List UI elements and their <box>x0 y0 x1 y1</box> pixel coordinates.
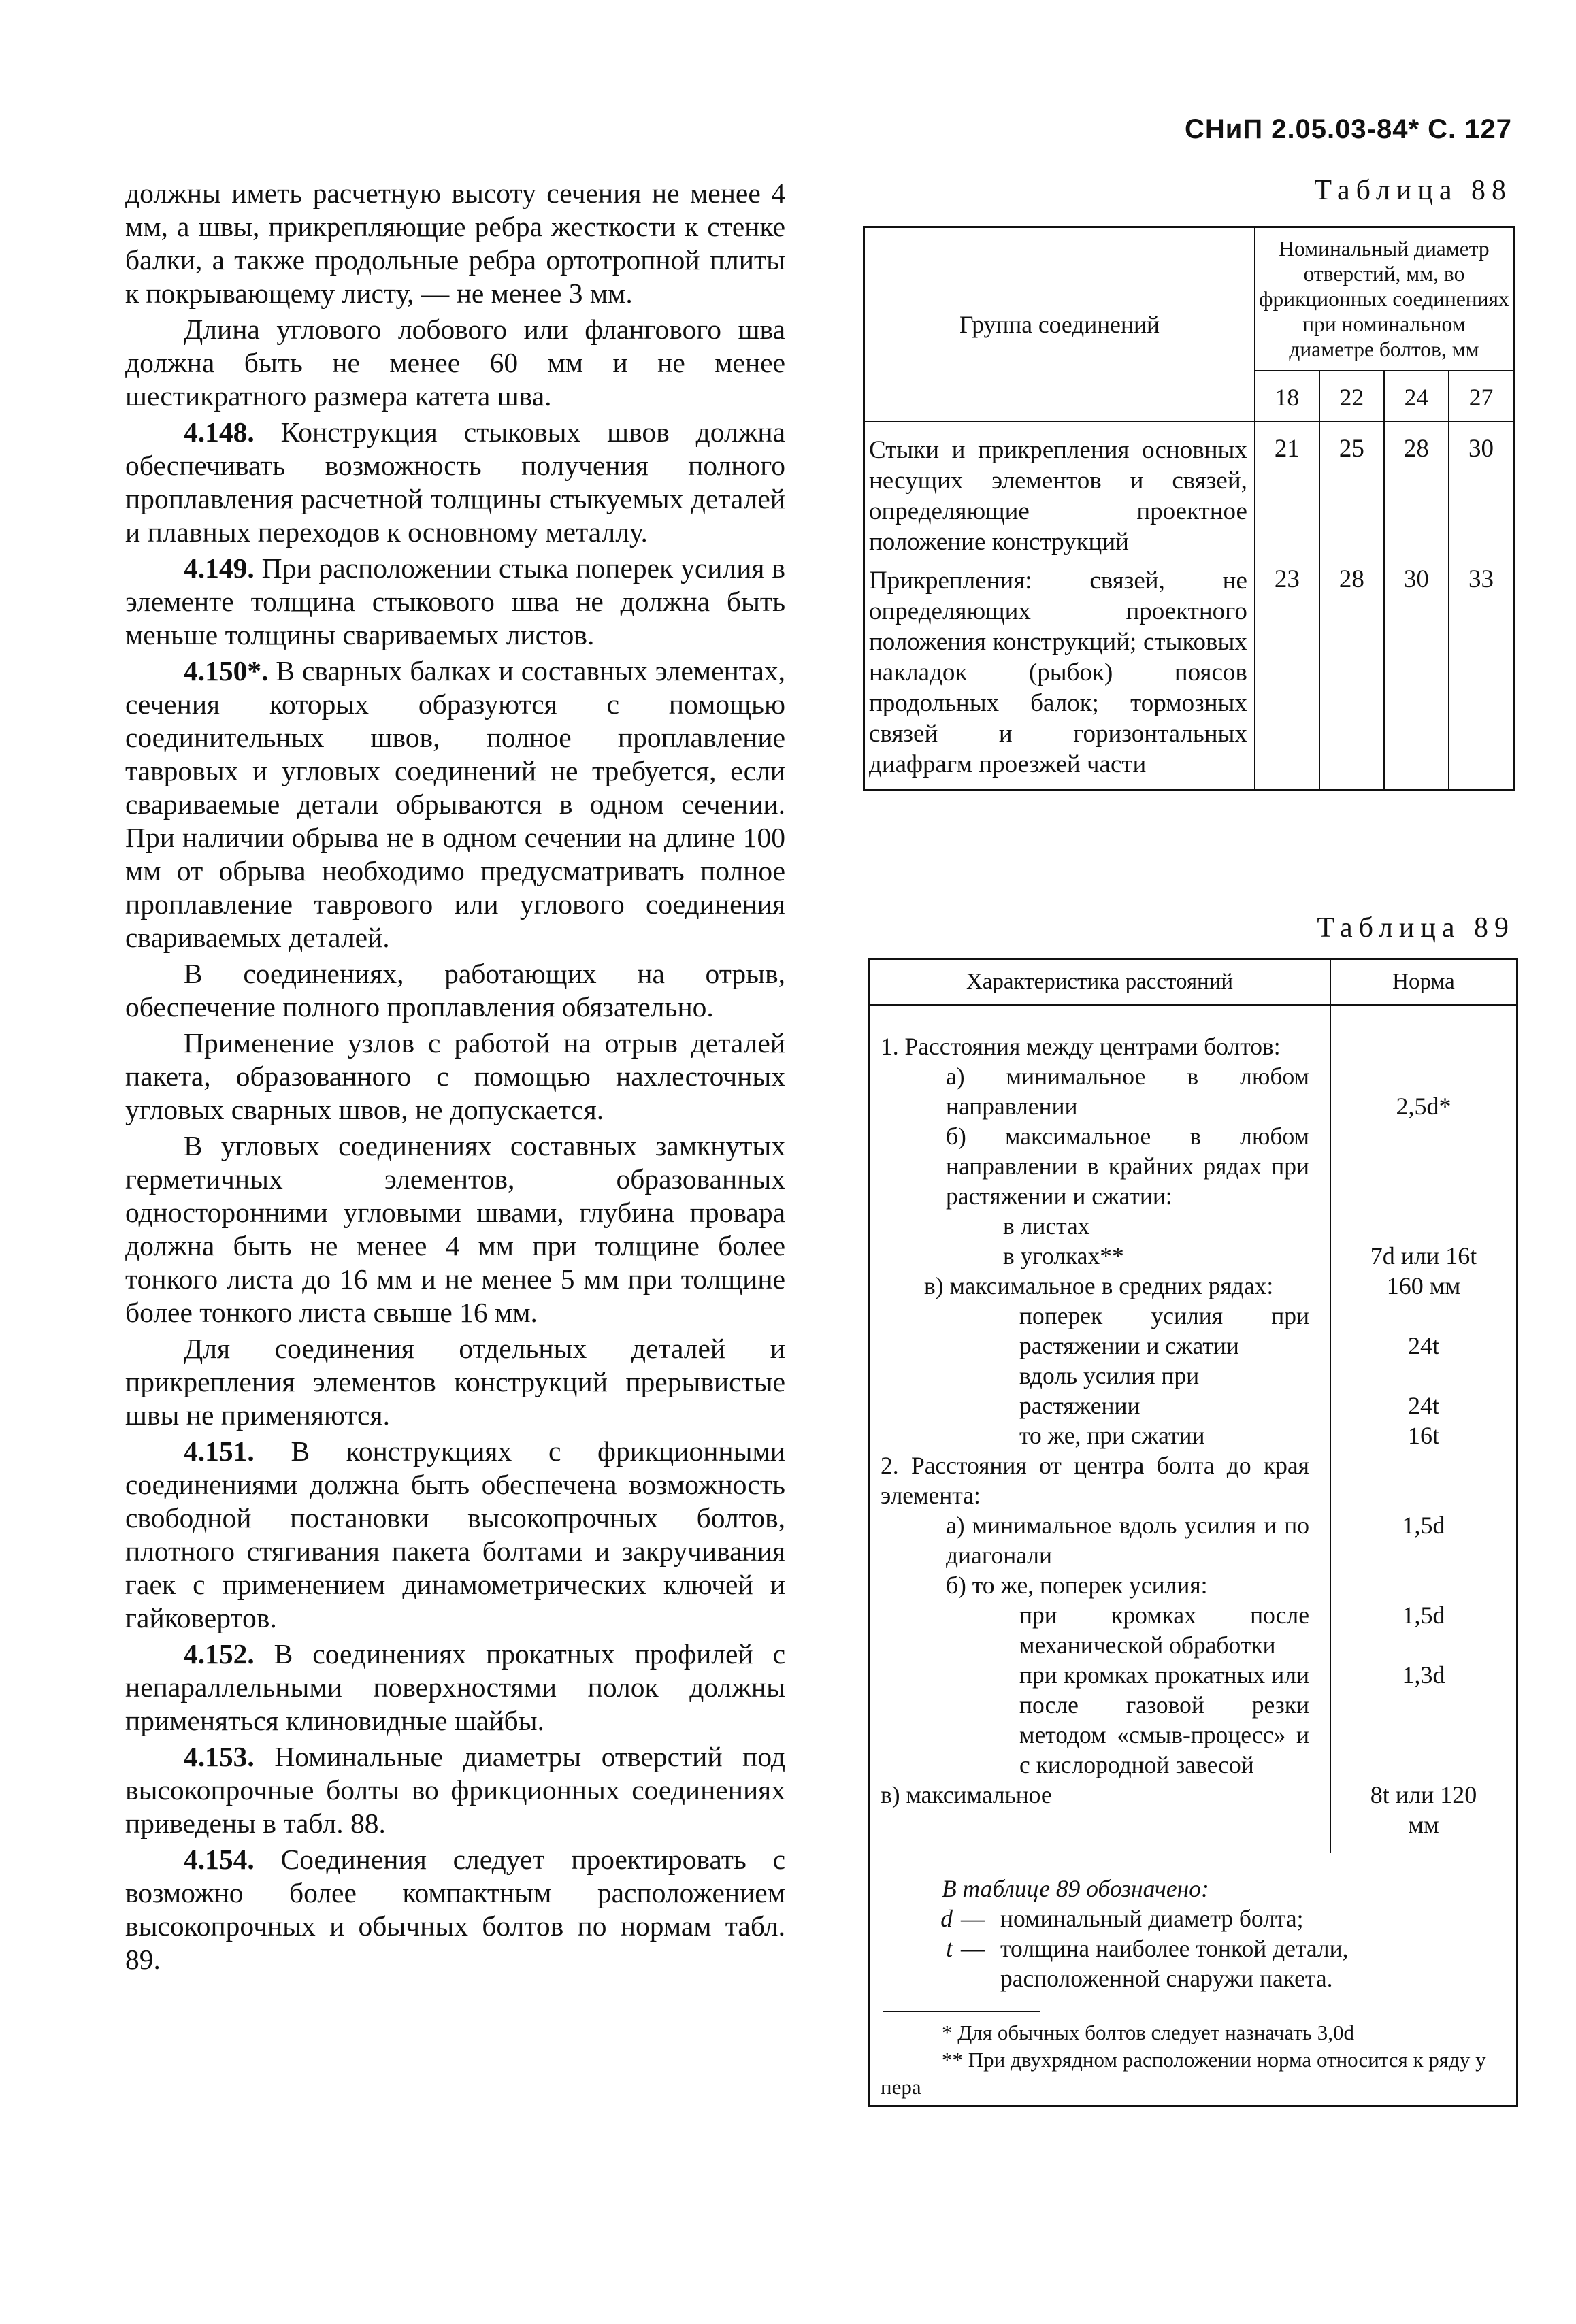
footnote-1: * Для обычных болтов следует назначать 3,0d <box>942 2021 1355 2044</box>
list-item: 2. Расстояния от центра болта до края элемента: <box>881 1452 1309 1509</box>
table-89 <box>868 958 1518 2107</box>
table-88-header-group: Группа соединений <box>864 227 1255 422</box>
table-88-value-cell: 33 <box>1449 561 1514 791</box>
paragraph: В соединениях, работающих на отрыв, обеспечение полного проплавления обязательно. <box>125 958 785 1023</box>
list-item: в листах <box>1003 1212 1090 1240</box>
note-dash: — <box>961 1905 985 1932</box>
paragraph: В угловых соединениях составных замкнутых герметичных элементов, образованных односторонними угловыми швами, глубина провара должна быть не менее 4 мм при толщине более тонкого листа до 16 мм и не менее 5 мм при толщине более тонкого листа свыше 16 мм. <box>125 1130 785 1328</box>
table-88-value-cell: 28 <box>1384 422 1449 561</box>
table-row <box>864 422 1514 561</box>
note-symbol: d <box>940 1905 953 1932</box>
table-88-value-cell: 28 <box>1319 561 1384 791</box>
paragraph-4-149: 4.149. При расположении стыка поперек усилия в элементе толщина стыкового шва не должна быть меньше толщины свариваемых листов. <box>125 552 785 650</box>
table-88-diameter-cell: 18 <box>1255 371 1319 422</box>
clause-number: 4.154. <box>184 1844 255 1875</box>
norm-value: 24t <box>1407 1392 1439 1419</box>
clause-number: 4.151. <box>184 1435 255 1467</box>
left-column <box>125 177 785 1979</box>
note-symbol: t <box>946 1935 953 1962</box>
table-88 <box>863 226 1515 791</box>
clause-number: 4.150*. <box>184 655 269 686</box>
footnote-2: ** При двухрядном расположении норма относится к ряду у пера <box>881 2048 1486 2099</box>
notes-title: В таблице 89 обозначено: <box>942 1875 1209 1902</box>
list-item: а) минимальное вдоль усилия и по диагонали <box>946 1512 1309 1569</box>
note-text: толщина наиболее тонкой детали, расположенной снаружи пакета. <box>1000 1935 1349 1992</box>
table-88-header-diameter: Номинальный диаметр отверстий, мм, во фрикционных соединениях при номинальном диаметре болтов, мм <box>1255 227 1514 371</box>
footnote-divider <box>883 2011 1040 2012</box>
list-item: то же, при сжатии <box>1019 1422 1205 1449</box>
paragraph-4-152: 4.152. В соединениях прокатных профилей с непараллельными поверхностями полок должны применяться клиновидные шайбы. <box>125 1638 785 1736</box>
note-row <box>881 1904 1505 1933</box>
table-89-header-characteristic: Характеристика расстояний <box>869 959 1331 1006</box>
paragraph-4-151: 4.151. В конструкциях с фрикционными соединениями должна быть обеспечена возможность свободной постановки высокопрочных болтов, плотного стягивания пакета болтами и закручивания гаек с применением динамометрических ключей и гайковертов. <box>125 1435 785 1633</box>
paragraph-4-150: 4.150*. В сварных балках и составных элементах, сечения которых образуются с помощью соединительных швов, полное проплавление тавровых и угловых соединений не требуется, если свариваемые детали обрываются в одном сечении. При наличии обрыва не в одном сечении на длине 100 мм от обрыва необходимо предусматривать полное проплавление таврового или углового соединения свариваемых деталей. <box>125 655 785 953</box>
table-89-norms <box>1330 1005 1517 1853</box>
table-88-value-cell: 30 <box>1449 422 1514 561</box>
note-row <box>881 1933 1505 1993</box>
table-88-diameter-cell: 24 <box>1384 371 1449 422</box>
table-88-value-cell: 30 <box>1384 561 1449 791</box>
table-88-group-cell: Прикрепления: связей, не определяющих проектного положения конструкций; стыковых накладок (рыбок) поясов продольных балок; тормозных связей и горизонтальных диафрагм проезжей части <box>869 567 1247 778</box>
norm-value: 7d или 16t <box>1370 1242 1477 1269</box>
paragraph: Длина углового лобового или флангового шва должна быть не менее 60 мм и не менее шестикратного размера катета шва. <box>125 314 785 412</box>
list-item: в) максимальное <box>881 1781 1052 1808</box>
table-88-group-cell: Стыки и прикрепления основных несущих элементов и связей, определяющие проектное положение конструкций <box>869 436 1247 556</box>
list-item: вдоль усилия при растяжении <box>1019 1362 1200 1419</box>
norm-value: 16t <box>1407 1422 1439 1449</box>
clause-number: 4.149. <box>184 552 255 584</box>
list-item: 1. Расстояния между центрами болтов: <box>881 1033 1281 1060</box>
paragraph: Применение узлов с работой на отрыв деталей пакета, образованного с помощью нахлесточных угловых сварных швов, не допускается. <box>125 1027 785 1125</box>
norm-value: 8t или 120 мм <box>1370 1781 1477 1838</box>
norm-value: 1,5d <box>1402 1512 1445 1539</box>
table-row <box>864 561 1514 791</box>
table-88-diameter-cell: 22 <box>1319 371 1384 422</box>
table-88-value-cell: 23 <box>1255 561 1319 791</box>
list-item: при кромках прокатных или после газовой резки методом «смыв-процесс» и с кислородной завесой <box>1019 1661 1309 1778</box>
norm-value: 2,5d* <box>1396 1093 1451 1120</box>
table-88-value-cell: 21 <box>1255 422 1319 561</box>
list-item: поперек усилия при растяжении и сжатии <box>1019 1302 1309 1359</box>
table-89-notes <box>869 1853 1517 2106</box>
norm-value: 1,5d <box>1402 1601 1445 1629</box>
list-item: б) максимальное в любом направлении в крайних рядах при растяжении и сжатии: <box>946 1123 1309 1210</box>
note-dash: — <box>961 1935 985 1962</box>
table-89-caption: Таблица 89 <box>1317 912 1515 944</box>
norm-value: 24t <box>1407 1332 1439 1359</box>
paragraph: должны иметь расчетную высоту сечения не менее 4 мм, а швы, прикрепляющие ребра жесткости к стенке балки, а также продольные ребра ортотропной плиты к покрывающему листу, — не менее 3 мм. <box>125 178 785 309</box>
clause-number: 4.153. <box>184 1741 255 1772</box>
paragraph-4-154: 4.154. Соединения следует проектировать с возможно более компактным расположением высокопрочных и обычных болтов по нормам табл. 89. <box>125 1844 785 1975</box>
clause-number: 4.152. <box>184 1638 255 1670</box>
list-item: а) минимальное в любом направлении <box>946 1063 1309 1120</box>
list-item: б) то же, поперек усилия: <box>946 1572 1208 1599</box>
table-88-diameter-cell: 27 <box>1449 371 1514 422</box>
table-88-value-cell: 25 <box>1319 422 1384 561</box>
norm-value: 1,3d <box>1402 1661 1445 1689</box>
note-text: номинальный диаметр болта; <box>1000 1905 1304 1932</box>
paragraph-4-148: 4.148. Конструкция стыковых швов должна обеспечивать возможность получения полного проплавления расчетной толщины стыкуемых деталей и плавных переходов к основному металлу. <box>125 416 785 548</box>
table-89-characteristics <box>869 1005 1331 1853</box>
footnotes <box>870 2019 1516 2105</box>
paragraph-4-153: 4.153. Номинальные диаметры отверстий под высокопрочные болты во фрикционных соединениях приведены в табл. 88. <box>125 1741 785 1839</box>
table-89-header-norm: Норма <box>1330 959 1517 1006</box>
list-item: при кромках после механической обработки <box>1019 1601 1309 1659</box>
paragraph: Для соединения отдельных деталей и прикрепления элементов конструкций прерывистые швы не применяются. <box>125 1333 785 1431</box>
table-88-caption: Таблица 88 <box>1314 175 1512 206</box>
list-item: в уголках** <box>1003 1242 1124 1269</box>
page-header: СНиП 2.05.03-84* С. 127 <box>1184 114 1512 144</box>
list-item: в) максимальное в средних рядах: <box>924 1272 1274 1299</box>
clause-number: 4.148. <box>184 416 255 448</box>
norm-value: 160 мм <box>1386 1272 1461 1299</box>
